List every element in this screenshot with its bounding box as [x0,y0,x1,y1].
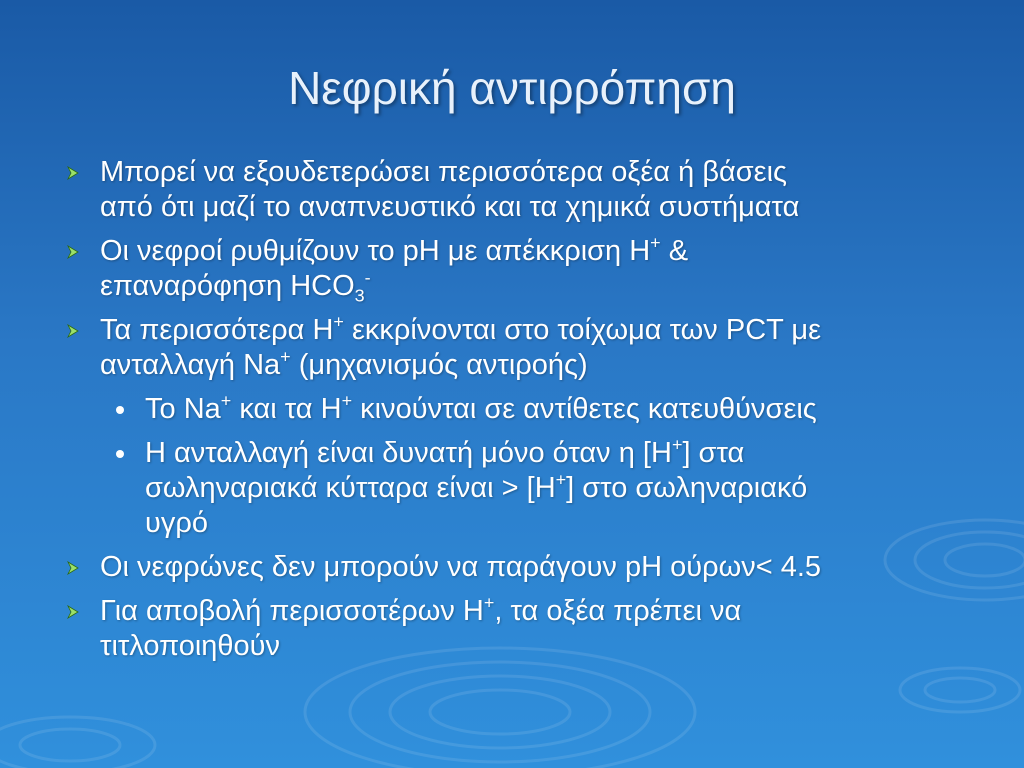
bullet-text: τιτλοποιηθούν [100,630,281,662]
bullet-item-2 [60,234,970,304]
superscript: + [333,311,344,332]
bullet-list [60,155,970,673]
bullet-text: Οι νεφροί ρυθμίζουν το pH με απέκκριση H [100,235,651,267]
sub-bullet-item-2 [60,436,970,541]
slide-title: Νεφρική αντιρρόπηση [288,62,736,114]
bullet-item-5 [60,594,970,664]
bullet-text: Οι νεφρώνες δεν μπορούν να παράγουν pH ούρων< 4.5 [100,551,822,583]
bullet-text: (μηχανισμός αντιροής) [290,349,588,381]
superscript: + [341,390,353,411]
superscript: + [671,434,683,455]
bullet-text: Μπορεί να εξουδετερώσει περισσότερα οξέα ή βάσεις [100,156,788,188]
bullet-text: υγρό [145,507,208,539]
bullet-text: & [660,235,689,267]
bullet-text: Για αποβολή περισσοτέρων H [100,595,484,627]
bullet-text: και τα H [231,393,342,425]
arrow-bullet-icon [66,561,80,575]
bullet-text: επαναρόφηση HCO [100,270,355,302]
bullet-text: Το Na [145,393,221,425]
superscript: + [555,469,567,490]
arrow-bullet-icon [66,245,80,259]
bullet-text: Τα περισσότερα H [100,314,334,346]
bullet-item-4 [60,550,970,585]
bullet-text: από ότι μαζί το αναπνευστικό και τα χημικά συστήματα [100,191,800,223]
bullet-text: εκκρίνονται στο τοίχωμα των PCT με [343,314,822,346]
superscript: - [364,267,371,288]
superscript: + [280,346,291,367]
subscript: 3 [354,285,365,306]
bullet-text: , τα οξέα πρέπει να [494,595,742,627]
arrow-bullet-icon [66,605,80,619]
bullet-text: ανταλλαγή Na [100,349,281,381]
superscript: + [483,592,495,613]
bullet-text: κινούνται σε αντίθετες κατευθύνσεις [352,393,817,425]
bullet-text: σωληναριακά κύτταρα είναι > [H [145,472,556,504]
bullet-text: ] στα [682,437,745,469]
bullet-item-3 [60,313,970,383]
dot-bullet-icon [116,406,124,414]
superscript: + [220,390,232,411]
dot-bullet-icon [116,450,124,458]
bullet-item-1 [60,155,970,225]
arrow-bullet-icon [66,324,80,338]
bullet-text: Η ανταλλαγή είναι δυνατή μόνο όταν η [H [145,437,672,469]
arrow-bullet-icon [66,166,80,180]
sub-bullet-item-1 [60,392,970,427]
bullet-text: ] στο σωληναριακό [566,472,808,504]
superscript: + [650,232,661,253]
